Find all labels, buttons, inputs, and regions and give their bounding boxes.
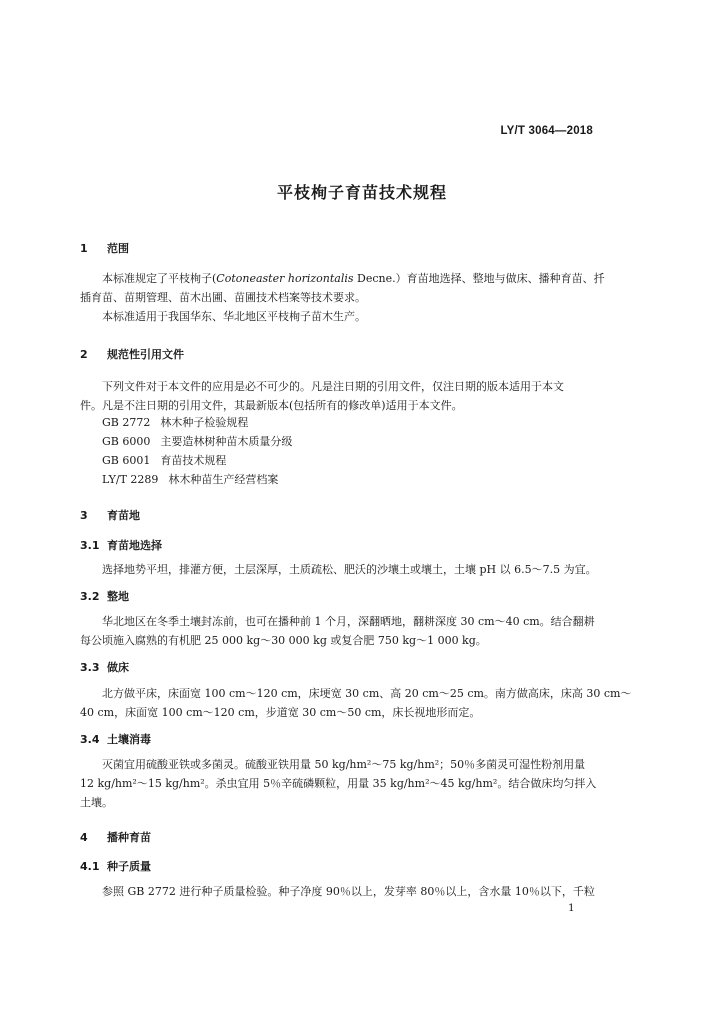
subsection-4-1-heading: 4.1 种子质量 bbox=[80, 860, 151, 873]
section-number: 3 bbox=[80, 509, 88, 522]
section-title: 范围 bbox=[107, 242, 129, 255]
section-number: 4 bbox=[80, 831, 88, 844]
page-number: 1 bbox=[568, 902, 575, 914]
standard-code: LY/T 3064—2018 bbox=[500, 125, 593, 137]
section-number: 1 bbox=[80, 242, 88, 255]
reference-title: 育苗技术规程 bbox=[160, 454, 227, 467]
latin-name: Cotoneaster horizontalis bbox=[216, 272, 354, 285]
reference-item bbox=[102, 414, 248, 430]
scope-paragraph-line-2: 插育苗、苗期管理、苗木出圃、苗圃技术档案等技术要求。 bbox=[80, 291, 366, 304]
reference-code: LY/T 2289 bbox=[102, 473, 159, 486]
subsection-3-4-line-3: 土壤。 bbox=[80, 796, 113, 809]
section-number: 2 bbox=[80, 348, 88, 361]
subsection-3-1-heading: 3.1 育苗地选择 bbox=[80, 539, 162, 552]
subsection-3-1-text: 选择地势平坦，排灌方便，土层深厚，土质疏松、肥沃的沙壤土或壤土，土壤 pH 以 6.5～7.5 为宜。 bbox=[102, 563, 597, 576]
document-title: 平枝栒子育苗技术规程 bbox=[276, 183, 447, 202]
reference-code: GB 6001 bbox=[102, 454, 151, 467]
subsection-4-1-line-1: 参照 GB 2772 进行种子质量检验。种子净度 90％以上，发芽率 80％以上，含水量 10％以下，千粒 bbox=[102, 885, 595, 898]
section-title: 播种育苗 bbox=[107, 831, 151, 844]
reference-item bbox=[102, 452, 226, 468]
subsection-3-2-line-1: 华北地区在冬季土壤封冻前，也可在播种前 1 个月，深翻晒地，翻耕深度 30 cm～40 cm。结合翻耕 bbox=[102, 615, 595, 628]
scope-paragraph-line-1: 本标准规定了平枝栒子(Cotoneaster horizontalis Decne.）育苗地选择、整地与做床、播种育苗、扦 bbox=[102, 272, 605, 285]
subsection-3-4-line-1: 灭菌宜用硫酸亚铁或多菌灵。硫酸亚铁用量 50 kg/hm²～75 kg/hm²；50％多菌灵可湿性粉剂用量 bbox=[102, 758, 586, 771]
references-intro-line-1: 下列文件对于本文件的应用是必不可少的。凡是注日期的引用文件，仅注日期的版本适用于本文 bbox=[102, 380, 564, 393]
subsection-3-2-heading: 3.2 整地 bbox=[80, 590, 129, 603]
reference-title: 林木种子检验规程 bbox=[160, 416, 249, 429]
section-3-heading bbox=[80, 507, 140, 523]
section-4-heading bbox=[80, 829, 151, 845]
subsection-3-4-line-2: 12 kg/hm²～15 kg/hm²。杀虫宜用 5％辛硫磷颗粒，用量 35 kg/hm²～45 kg/hm²。结合做床均匀拌入 bbox=[80, 777, 597, 790]
reference-code: GB 6000 bbox=[102, 435, 151, 448]
section-title: 规范性引用文件 bbox=[107, 348, 184, 361]
reference-title: 主要造林树种苗木质量分级 bbox=[160, 435, 293, 448]
subsection-3-4-heading: 3.4 土壤消毒 bbox=[80, 733, 151, 746]
subsection-3-3-heading: 3.3 做床 bbox=[80, 661, 129, 674]
reference-code: GB 2772 bbox=[102, 416, 151, 429]
reference-title: 林木种苗生产经营档案 bbox=[168, 473, 279, 486]
scope-paragraph-2: 本标准适用于我国华东、华北地区平枝栒子苗木生产。 bbox=[102, 310, 366, 323]
subsection-3-3-line-2: 40 cm，床面宽 100 cm～120 cm，步道宽 30 cm～50 cm，床长视地形而定。 bbox=[80, 706, 481, 719]
section-1-heading bbox=[80, 240, 129, 256]
section-2-heading bbox=[80, 346, 184, 362]
reference-item bbox=[102, 471, 278, 487]
subsection-3-2-line-2: 每公顷施入腐熟的有机肥 25 000 kg～30 000 kg 或复合肥 750 kg～1 000 kg。 bbox=[80, 634, 487, 647]
references-intro-line-2: 件。凡是不注日期的引用文件，其最新版本(包括所有的修改单)适用于本文件。 bbox=[80, 399, 463, 412]
reference-item bbox=[102, 433, 292, 449]
section-title: 育苗地 bbox=[107, 509, 140, 522]
subsection-3-3-line-1: 北方做平床，床面宽 100 cm～120 cm，床埂宽 30 cm、高 20 cm～25 cm。南方做高床，床高 30 cm～ bbox=[102, 687, 632, 700]
